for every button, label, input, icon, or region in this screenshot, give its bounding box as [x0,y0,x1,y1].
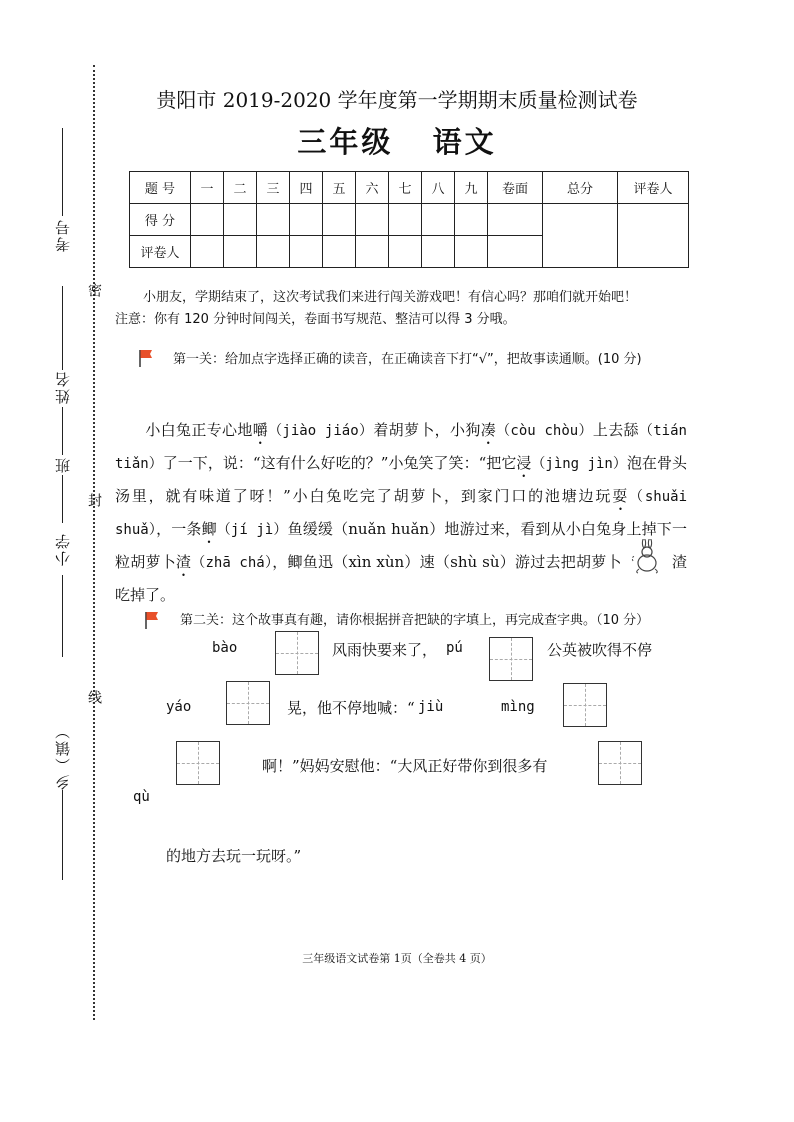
seal-mi: 密 [86,283,102,297]
grader-cell[interactable] [257,236,290,268]
name-label: 姓名 [54,370,72,404]
header-cell: 九 [455,172,488,204]
story-text: 鱼缓缓（nuǎn huǎn）地游过来，看到从小白兔身上掉下一粒胡萝卜 [115,520,687,571]
subject-title: 三年级 语文 [297,125,497,159]
dotted-char: 浸 [516,454,532,472]
table-row [130,204,689,236]
story-text: ，一条 [156,520,202,538]
pinyin-jiu: jiù [418,699,444,715]
seal-xian: 线 [86,690,102,704]
score-cell[interactable] [455,204,488,236]
rabbit-image [622,553,672,573]
exam-title: 贵阳市 2019-2020 学年度第一学期期末质量检测试卷 [156,88,638,112]
pinyin-option: （shuǎi shuǎ） [115,489,687,538]
story-text: 上去舔 [592,421,639,439]
pinyin-option: （jiào jiáo） [268,423,374,439]
sentence-text: 公英被吹得不停 [547,641,653,659]
seal-feng: 封 [86,493,102,507]
pinyin-qu: qù [133,789,150,805]
dotted-char: 凑 [480,421,497,439]
grader-cell[interactable] [618,204,689,268]
score-cell[interactable] [389,204,422,236]
exam-number-label: 考号 [54,218,72,252]
rabbit-icon [627,539,667,575]
score-cell[interactable] [257,204,290,236]
score-cell[interactable] [290,204,323,236]
pinyin-option: （còu chòu） [496,423,593,439]
dotted-char: 鲫 [201,520,217,538]
section2-heading: 第二关：这个故事真有趣，请你根据拼音把缺的字填上，再完成查字典。（10 分） [180,613,650,628]
header-cell: 五 [323,172,356,204]
header-cell: 三 [257,172,290,204]
class-line-top [62,407,63,455]
story-text: 小白兔正专心地 [145,421,253,439]
char-grid-ming[interactable] [563,683,607,727]
story-text: 泡在骨头汤里，就有味道了呀！”小白兔吃完了胡萝卜，到家门口的池塘边玩 [115,454,687,505]
char-grid-jiu[interactable] [176,741,220,785]
char-grid-qu[interactable] [598,741,642,785]
score-cell[interactable] [422,204,455,236]
pinyin-option: （jìng jìn） [531,456,627,472]
header-cell: 七 [389,172,422,204]
section1-heading: 第一关：给加点字选择正确的读音，在正确读音下打“√”，把故事读通顺。(10 分) [173,352,642,367]
score-cell[interactable] [323,204,356,236]
header-cell: 二 [224,172,257,204]
header-cell: 卷面 [488,172,543,204]
char-grid-bao[interactable] [275,631,319,675]
intro-line-1: 小朋友，学期结束了，这次考试我们来进行闯关游戏吧！有信心吗？那咱们就开始吧！ [143,290,638,305]
story-text: 渣吃掉了。 [115,553,687,604]
grader-row-label: 评卷人 [130,236,191,268]
header-cell: 题 号 [130,172,191,204]
pinyin-bao: bào [212,640,238,656]
header-cell: 评卷人 [618,172,689,204]
sentence-text: 晃，他不停地喊：“ [287,699,415,717]
story-text: 着胡萝卜，小狗 [373,421,481,439]
header-cell: 四 [290,172,323,204]
pinyin-option: （tián tiǎn） [115,423,687,472]
flag-icon [139,349,153,367]
grader-cell[interactable] [323,236,356,268]
total-score-cell[interactable] [543,204,618,268]
town-line [62,790,63,880]
grader-cell[interactable] [455,236,488,268]
town-label: 乡（镇） [54,722,72,790]
pinyin-yao: yáo [166,699,192,715]
school-label: 小学 [54,532,72,566]
grader-cell[interactable] [422,236,455,268]
pinyin-option: （zhā chá） [191,555,273,571]
char-grid-yao[interactable] [226,681,270,725]
pinyin-pu: pú [446,640,463,656]
header-cell: 八 [422,172,455,204]
intro-line-2: 注意：你有 120 分钟时间闯关，卷面书写规范、整洁可以得 3 分哦。 [115,312,516,327]
binding-dotted-line [93,65,95,1020]
dotted-char: 渣 [175,553,192,571]
story-text: 了一下，说：“这有什么好吃的？”小兔笑了笑：“把它 [162,454,517,472]
char-grid-pu[interactable] [489,637,533,681]
pinyin-option: （jí jì） [216,522,288,538]
dotted-char: 耍 [612,487,630,505]
header-cell: 总分 [543,172,618,204]
header-cell: 一 [191,172,224,204]
grader-cell[interactable] [389,236,422,268]
grader-cell[interactable] [290,236,323,268]
grader-cell[interactable] [488,236,543,268]
page-footer: 三年级语文试卷第 1页（全卷共 4 页） [302,952,492,965]
school-line [62,575,63,657]
flag-icon [145,611,159,629]
score-row-label: 得 分 [130,204,191,236]
name-line [62,286,63,370]
score-table [129,171,689,268]
sentence-text: 啊！”妈妈安慰他：“大风正好带你到很多有 [262,757,548,775]
dotted-char: 嚼 [252,421,269,439]
sentence-text: 风雨快要来了， [332,641,438,659]
score-cell[interactable] [191,204,224,236]
sentence-text: 的地方去玩一玩呀。” [166,847,302,865]
class-line-bottom [62,475,63,523]
score-cell[interactable] [356,204,389,236]
pinyin-ming: mìng [501,699,535,715]
story-text: ，鲫鱼迅（xìn xùn）速（shù sù）游过去把胡萝卜 [272,553,622,571]
header-cell: 六 [356,172,389,204]
score-cell[interactable] [224,204,257,236]
grader-cell[interactable] [356,236,389,268]
story-paragraph [115,415,687,611]
grader-cell[interactable] [224,236,257,268]
table-row [130,172,689,204]
score-cell[interactable] [488,204,543,236]
grader-cell[interactable] [191,236,224,268]
class-label: 班 [54,456,72,473]
